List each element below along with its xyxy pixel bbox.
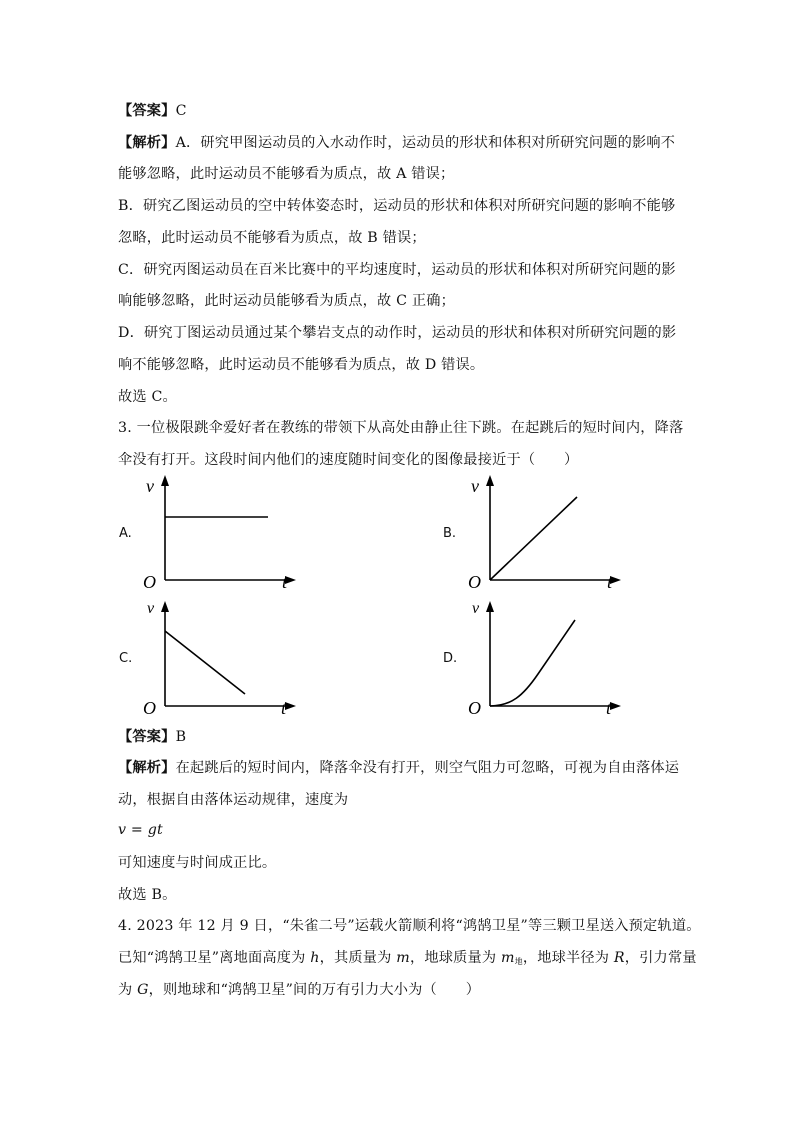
analysis-label: 【解析】 bbox=[118, 135, 176, 151]
q2-analysis-line-4: 忽略，此时运动员不能够看为质点，故 B 错误； bbox=[118, 230, 426, 246]
y-axis-arrow-icon bbox=[161, 601, 169, 612]
y-axis-arrow-icon bbox=[161, 475, 169, 486]
graph-curve-concave-increasing bbox=[490, 620, 575, 706]
answer-value: B bbox=[175, 729, 187, 745]
graph-curve-linear-increasing bbox=[490, 497, 577, 580]
y-axis-label: v bbox=[147, 600, 155, 617]
q3-analysis-line-2: 动，根据自由落体运动规律，速度为 bbox=[118, 792, 349, 808]
x-axis-label: t bbox=[606, 698, 612, 718]
q2-analysis-line-5: C．研究丙图运动员在百米比赛中的平均速度时，运动员的形状和体积对所研究问题的影 bbox=[118, 262, 676, 278]
analysis-label: 【解析】 bbox=[118, 760, 176, 776]
q3-stem-line-1: 3. 一位极限跳伞爱好者在教练的带领下从高处由静止往下跳。在起跳后的短时间内，降落 bbox=[118, 420, 684, 436]
graph-curve-linear-decreasing bbox=[165, 631, 245, 694]
answer-label: 【答案】 bbox=[118, 103, 176, 119]
option-a-graph bbox=[138, 470, 298, 595]
y-axis-label: v bbox=[471, 476, 479, 496]
answer-label: 【答案】 bbox=[118, 729, 176, 745]
x-axis-arrow-icon bbox=[610, 702, 621, 710]
q3-conclusion: 故选 B。 bbox=[118, 887, 177, 903]
option-a-label: A. bbox=[119, 526, 132, 541]
option-d-label: D. bbox=[443, 651, 458, 666]
q3-answer bbox=[118, 727, 678, 747]
x-axis-label: t bbox=[281, 698, 287, 718]
origin-label: O bbox=[468, 572, 481, 592]
var-G: G bbox=[137, 982, 149, 998]
q2-analysis-line-2: 能够忽略，此时运动员不能够看为质点，故 A 错误； bbox=[118, 166, 455, 182]
q2-analysis-line-1: 【解析】A．研究甲图运动员的入水动作时，运动员的形状和体积对所研究问题的影响不 bbox=[118, 135, 676, 151]
q2-analysis-line-8: 响不能够忽略，此时运动员不能够看为质点，故 D 错误。 bbox=[118, 357, 485, 373]
x-axis-label: t bbox=[607, 572, 613, 592]
var-m: m bbox=[396, 950, 410, 966]
y-axis-label: v bbox=[146, 476, 154, 496]
var-m-earth: m bbox=[500, 950, 515, 966]
q2-conclusion: 故选 C。 bbox=[118, 389, 177, 405]
q4-stem-line-3: 为 G，则地球和“鸿鹄卫星”间的万有引力大小为（ ） bbox=[118, 982, 481, 998]
var-R: R bbox=[613, 950, 625, 966]
x-axis-arrow-icon bbox=[285, 702, 296, 710]
option-b-label: B. bbox=[443, 526, 457, 541]
q3-stem-line-2: 伞没有打开。这段时间内他们的速度随时间变化的图像最接近于（ ） bbox=[118, 452, 579, 468]
q4-stem-line-2: 已知“鸿鹄卫星”离地面高度为 h，其质量为 m，地球质量为 $m_地$，地球半径为 R，引力常量 bbox=[118, 950, 697, 966]
x-axis-label: t bbox=[282, 572, 288, 592]
origin-label: O bbox=[143, 572, 156, 592]
origin-label: O bbox=[468, 698, 481, 718]
y-axis-arrow-icon bbox=[486, 601, 494, 612]
y-axis-label: v bbox=[472, 600, 480, 617]
subscript-earth: 地 bbox=[514, 957, 523, 966]
answer-value: C bbox=[175, 103, 187, 119]
option-d-graph bbox=[463, 596, 623, 721]
var-h: h bbox=[310, 950, 320, 966]
q2-analysis-line-6: 响能够忽略，此时运动员能够看为质点，故 C 正确； bbox=[118, 293, 456, 309]
q2-analysis-line-3: B．研究乙图运动员的空中转体姿态时，运动员的形状和体积对所研究问题的影响不能够 bbox=[118, 198, 676, 214]
option-c-graph bbox=[138, 596, 298, 721]
q3-analysis-line-1: 【解析】在起跳后的短时间内，降落伞没有打开，则空气阻力可忽略，可视为自由落体运 bbox=[118, 760, 680, 776]
q2-answer bbox=[118, 101, 678, 121]
origin-label: O bbox=[143, 698, 156, 718]
option-c-label: C. bbox=[119, 651, 133, 666]
y-axis-arrow-icon bbox=[486, 475, 494, 486]
q2-analysis-line-7: D．研究丁图运动员通过某个攀岩支点的动作时，运动员的形状和体积对所研究问题的影 bbox=[118, 325, 677, 341]
q4-stem-line-1: 4. 2023 年 12 月 9 日，“朱雀二号”运载火箭顺利将“鸿鹄卫星”等三颗卫星送入预定轨道。 bbox=[118, 918, 701, 934]
q3-formula: v = gt bbox=[118, 822, 163, 838]
q3-note: 可知速度与时间成正比。 bbox=[118, 855, 277, 871]
option-b-graph bbox=[463, 470, 623, 595]
